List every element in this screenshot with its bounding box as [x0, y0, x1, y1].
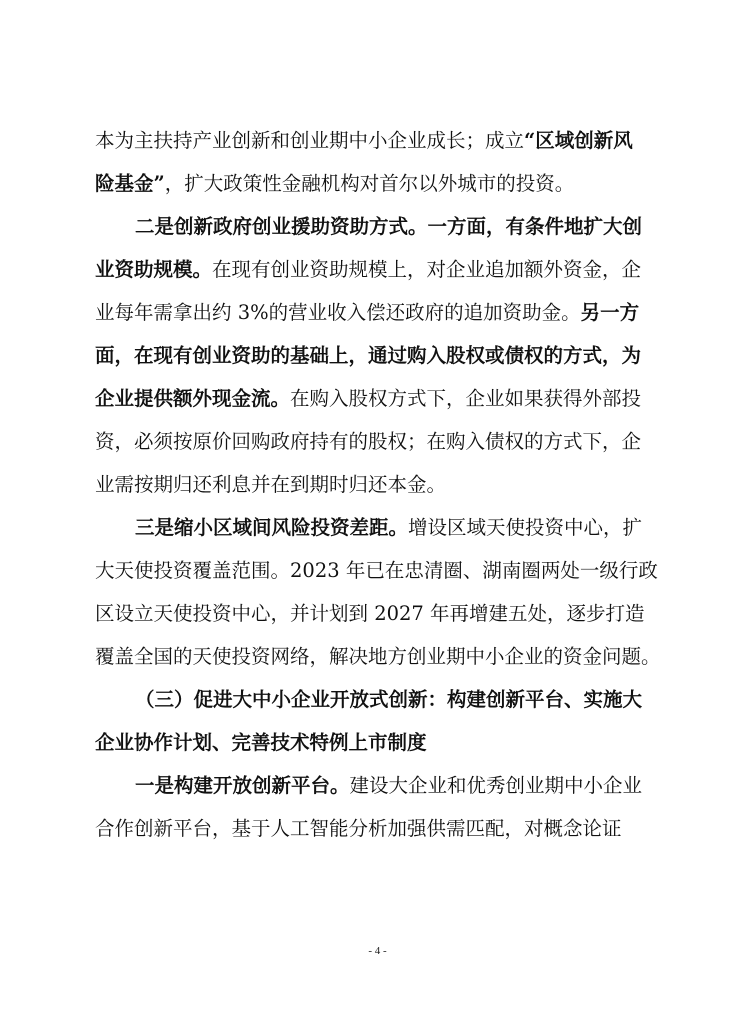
text-segment: 建设大企业和优秀创业期中小企业: [349, 774, 643, 797]
text-line-12: [95, 600, 665, 628]
text-segment: 在现有创业资助规模上，对企业追加额外资金，企: [212, 258, 642, 281]
page-number: - 4 -: [368, 945, 387, 957]
section-heading-line-1: [135, 686, 665, 714]
text-segment: 大天使投资覆盖范围。2023 年已在忠清圈、湖南圈两处一级行政: [95, 559, 658, 582]
text-segment-bold: 另一方: [580, 301, 640, 324]
text-line-4: [95, 256, 665, 284]
text-segment: 资，必须按原价回购政府持有的股权；在购入债权的方式下，企: [95, 430, 642, 453]
text-segment: 业每年需拿出约 3%的营业收入偿还政府的追加资助金。: [95, 301, 581, 324]
text-line-10: [135, 514, 665, 542]
text-segment: 增设区域天使投资中心，扩: [408, 516, 643, 539]
text-segment: 合作创新平台，基于人工智能分析加强供需匹配，对概念论证: [95, 817, 622, 840]
text-segment-bold: “区域创新风: [524, 129, 633, 152]
text-line-6: [95, 342, 665, 370]
text-segment-bold: 面，在现有创业资助的基础上，通过购入股权或债权的方式，为: [95, 344, 642, 367]
text-segment-bold: 一是构建开放创新平台。: [135, 774, 350, 797]
text-segment: 本为主扶持产业创新和创业期中小企业成长；成立: [95, 129, 525, 152]
text-line-2: [95, 170, 665, 198]
section-heading: （三）促进大中小企业开放式创新：构建创新平台、实施大: [135, 688, 643, 711]
text-line-17: [95, 815, 665, 843]
text-line-3: [135, 213, 665, 241]
text-line-1: [95, 127, 665, 155]
section-heading-line-2: [95, 729, 665, 757]
text-segment-bold: 三是缩小区域间风险投资差距。: [135, 516, 409, 539]
text-line-7: [95, 385, 665, 413]
text-line-8: [95, 428, 665, 456]
text-segment: 区设立天使投资中心，并计划到 2027 年再增建五处，逐步打造: [95, 602, 645, 625]
text-line-13: [95, 643, 665, 671]
text-segment-bold: 险基金”: [95, 172, 165, 195]
text-segment: ，扩大政策性金融机构对首尔以外城市的投资。: [164, 172, 575, 195]
text-line-9: [95, 471, 665, 499]
text-line-5: [95, 299, 665, 327]
text-segment: 覆盖全国的天使投资网络，解决地方创业期中小企业的资金问题。: [95, 645, 661, 668]
text-line-11: [95, 557, 665, 585]
text-segment: 在购入股权方式下，企业如果获得外部投: [290, 387, 642, 410]
text-line-16: [135, 772, 665, 800]
text-segment-bold: 业资助规模。: [95, 258, 213, 281]
text-segment-bold: 二是创新政府创业援助资助方式。一方面，有条件地扩大创: [135, 215, 643, 238]
text-segment: 业需按期归还利息并在到期时归还本金。: [95, 473, 447, 496]
section-heading: 企业协作计划、完善技术特例上市制度: [95, 731, 427, 754]
text-segment-bold: 企业提供额外现金流。: [95, 387, 291, 410]
